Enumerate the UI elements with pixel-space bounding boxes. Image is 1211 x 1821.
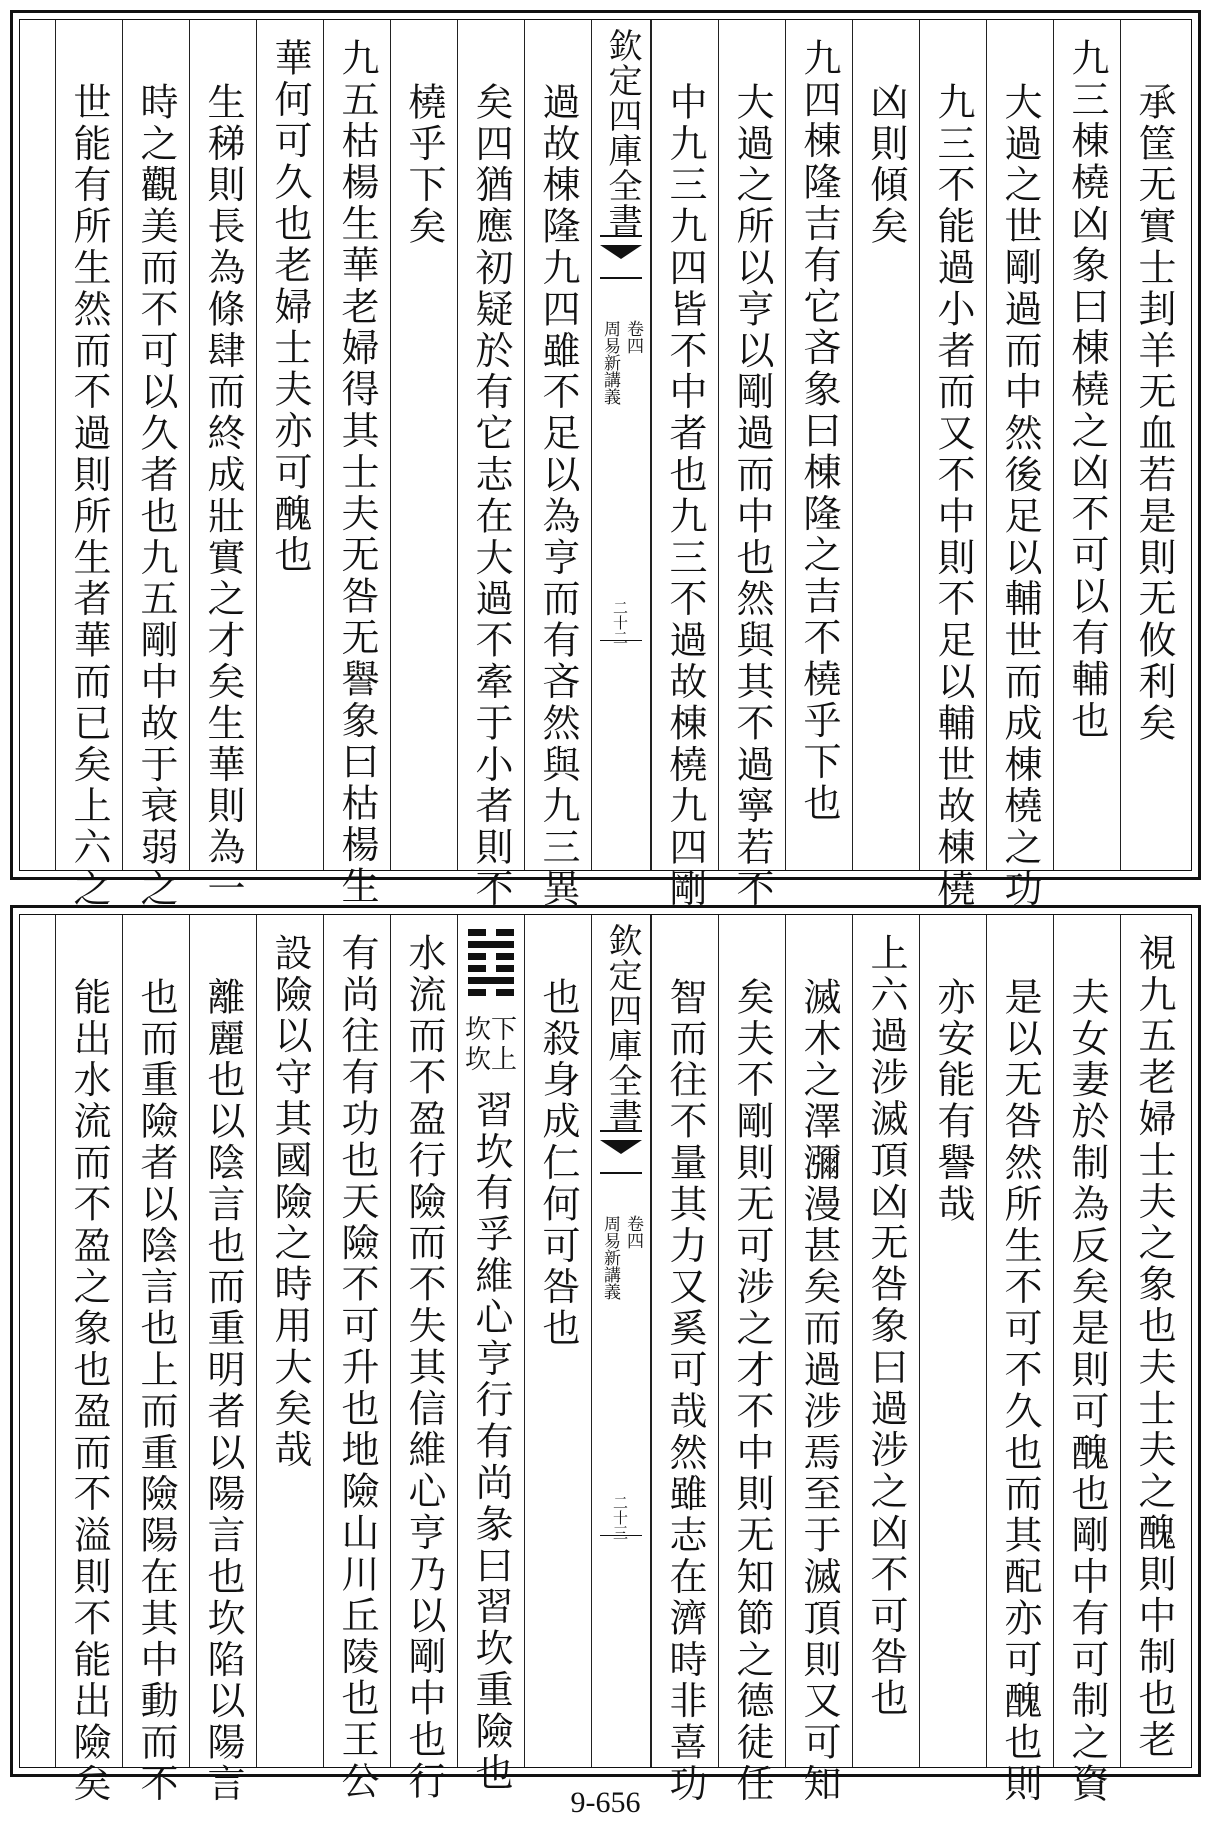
bottom-text-column xyxy=(55,915,122,1805)
top-column-text: 橈乎下矣 xyxy=(402,82,446,248)
top-column-text: 中九三九四皆不中者也九三不過故棟橈九四剛 xyxy=(663,82,707,910)
top-column-text: 承筐无實士刲羊无血若是則无攸利矣 xyxy=(1132,82,1176,745)
top-text-column xyxy=(986,20,1053,910)
top-text-column xyxy=(390,20,457,870)
leaf-number: 二十二 xyxy=(611,600,629,645)
bottom-column-text: 習坎有孚維心亨行有尚彖曰習坎重險也 xyxy=(469,1090,513,1794)
bottom-text-column xyxy=(919,915,986,1767)
top-column-text: 九五枯楊生華老婦得其士夫无咎无譽象曰枯楊生 xyxy=(335,38,379,908)
top-text-column xyxy=(524,20,591,910)
bottom-text-column xyxy=(718,915,785,1805)
bottom-text-column xyxy=(651,915,718,1805)
bottom-column-text: 有尚往有功也天險不可升也地險山川丘陵也王公 xyxy=(335,933,379,1803)
bottom-text-column xyxy=(457,915,524,1794)
bottom-text-column xyxy=(189,915,256,1805)
kan-hexagram-icon xyxy=(468,929,514,1001)
bottom-text-column xyxy=(390,915,457,1803)
top-text-column xyxy=(651,20,718,910)
top-text-column xyxy=(785,20,852,870)
top-text-column xyxy=(122,20,189,910)
top-text-column xyxy=(1120,20,1187,870)
top-center-gutter xyxy=(591,20,651,870)
bottom-text-column xyxy=(1120,915,1187,1767)
bottom-column-text: 是以无咎然所生不可不久也而其配亦可醜也則 xyxy=(998,977,1042,1805)
gutter-rule xyxy=(600,1535,642,1536)
bottom-column-text: 設險以守其國險之時用大矣哉 xyxy=(268,933,312,1472)
bottom-column-text: 視九五老婦士夫之象也夫士夫之醜則中制也老 xyxy=(1132,933,1176,1761)
top-column-text: 華何可久也老婦士夫亦可醜也 xyxy=(268,38,312,577)
bottom-column-text: 離麗也以陰言也而重明者以陽言也坎陷以陽言 xyxy=(201,977,245,1805)
bottom-column-text: 能出水流而不盈之象也盈而不溢則不能出險矣 xyxy=(67,977,111,1805)
book-title: 欽定四庫全書 xyxy=(602,28,642,238)
bottom-column-text: 夫女妻於制為反矣是則可醜也剛中有可制之資 xyxy=(1065,977,1109,1805)
bottom-text-column xyxy=(256,915,323,1767)
bottom-column-text: 滅木之澤瀰漫甚矣而過涉焉至于滅頂則又可知 xyxy=(797,977,841,1805)
bottom-text-column xyxy=(785,915,852,1805)
bottom-text-column xyxy=(1053,915,1120,1805)
bottom-text-column xyxy=(323,915,390,1803)
top-column-text: 生稊則長為條肆而終成壯實之才矣生華則為一 xyxy=(201,82,245,910)
top-column-text: 世能有所生然而不過則所生者華而已矣上六之 xyxy=(67,82,111,910)
book-name: 周易新講義 xyxy=(600,1215,620,1300)
bottom-column-text: 也殺身成仁何可咎也 xyxy=(536,977,580,1350)
top-column-text: 矣四猶應初疑於有它志在大過不牽于小者則不 xyxy=(469,82,513,910)
trigram-lower: 坎下 xyxy=(464,1015,517,1045)
leaf-number: 二十三 xyxy=(611,1495,629,1540)
juan-label: 卷四 xyxy=(623,320,643,354)
top-text-column xyxy=(919,20,986,910)
top-column-text: 凶則傾矣 xyxy=(864,82,908,248)
top-column-text: 九三棟橈凶象曰棟橈之凶不可以有輔也 xyxy=(1065,38,1109,742)
bottom-center-gutter xyxy=(591,915,651,1767)
bottom-text-column xyxy=(852,915,919,1767)
top-text-column xyxy=(1053,20,1120,870)
top-page-frame xyxy=(19,19,1192,910)
top-text-column xyxy=(457,20,524,910)
top-text-column xyxy=(718,20,785,910)
top-page xyxy=(10,10,1201,910)
top-column-text: 大過之所以亨以剛過而中也然與其不過寧若不 xyxy=(730,82,774,910)
bottom-text-column xyxy=(524,915,591,1767)
juan-label: 卷四 xyxy=(623,1215,643,1249)
bottom-column-text: 智而往不量其力又奚可哉然雖志在濟時非喜功 xyxy=(663,977,707,1805)
bottom-column-text: 矣夫不剛則无可涉之才不中則无知節之德徒任 xyxy=(730,977,774,1805)
book-title: 欽定四庫全書 xyxy=(602,923,642,1133)
bottom-column-text: 水流而不盈行險而不失其信維心亨乃以剛中也行 xyxy=(402,933,446,1803)
bottom-column-text: 上六過涉滅頂凶无咎象曰過涉之凶不可咎也 xyxy=(864,933,908,1720)
page-number: 9-656 xyxy=(570,1786,641,1819)
top-text-column xyxy=(852,20,919,870)
top-column-text: 時之觀美而不可以久者也九五剛中故于衰弱之 xyxy=(134,82,178,910)
bottom-column-text: 也而重險者以陰言也上而重險陽在其中動而不 xyxy=(134,977,178,1805)
bottom-text-column xyxy=(122,915,189,1805)
bottom-column-text: 亦安能有譽哉 xyxy=(931,977,975,1226)
book-name: 周易新講義 xyxy=(600,320,620,405)
top-column-text: 九四棟隆吉有它吝象曰棟隆之吉不橈乎下也 xyxy=(797,38,841,825)
top-text-column xyxy=(256,20,323,870)
gutter-rule xyxy=(600,640,642,641)
top-text-column xyxy=(189,20,256,910)
top-column-text: 九三不能過小者而又不中則不足以輔世故棟橈 xyxy=(931,82,975,910)
trigram-labels xyxy=(458,1015,524,1075)
top-text-column xyxy=(55,20,122,910)
fish-tail-mark-icon xyxy=(600,235,642,279)
top-text-column xyxy=(323,20,390,908)
top-column-text: 過故棟隆九四雖不足以為亨而有吝然與九三異 xyxy=(536,82,580,910)
trigram-upper: 坎上 xyxy=(464,1045,517,1075)
top-column-text: 大過之世剛過而中然後足以輔世而成棟橈之功 xyxy=(998,82,1042,910)
fish-tail-mark-icon xyxy=(600,1130,642,1174)
bottom-text-column xyxy=(986,915,1053,1805)
